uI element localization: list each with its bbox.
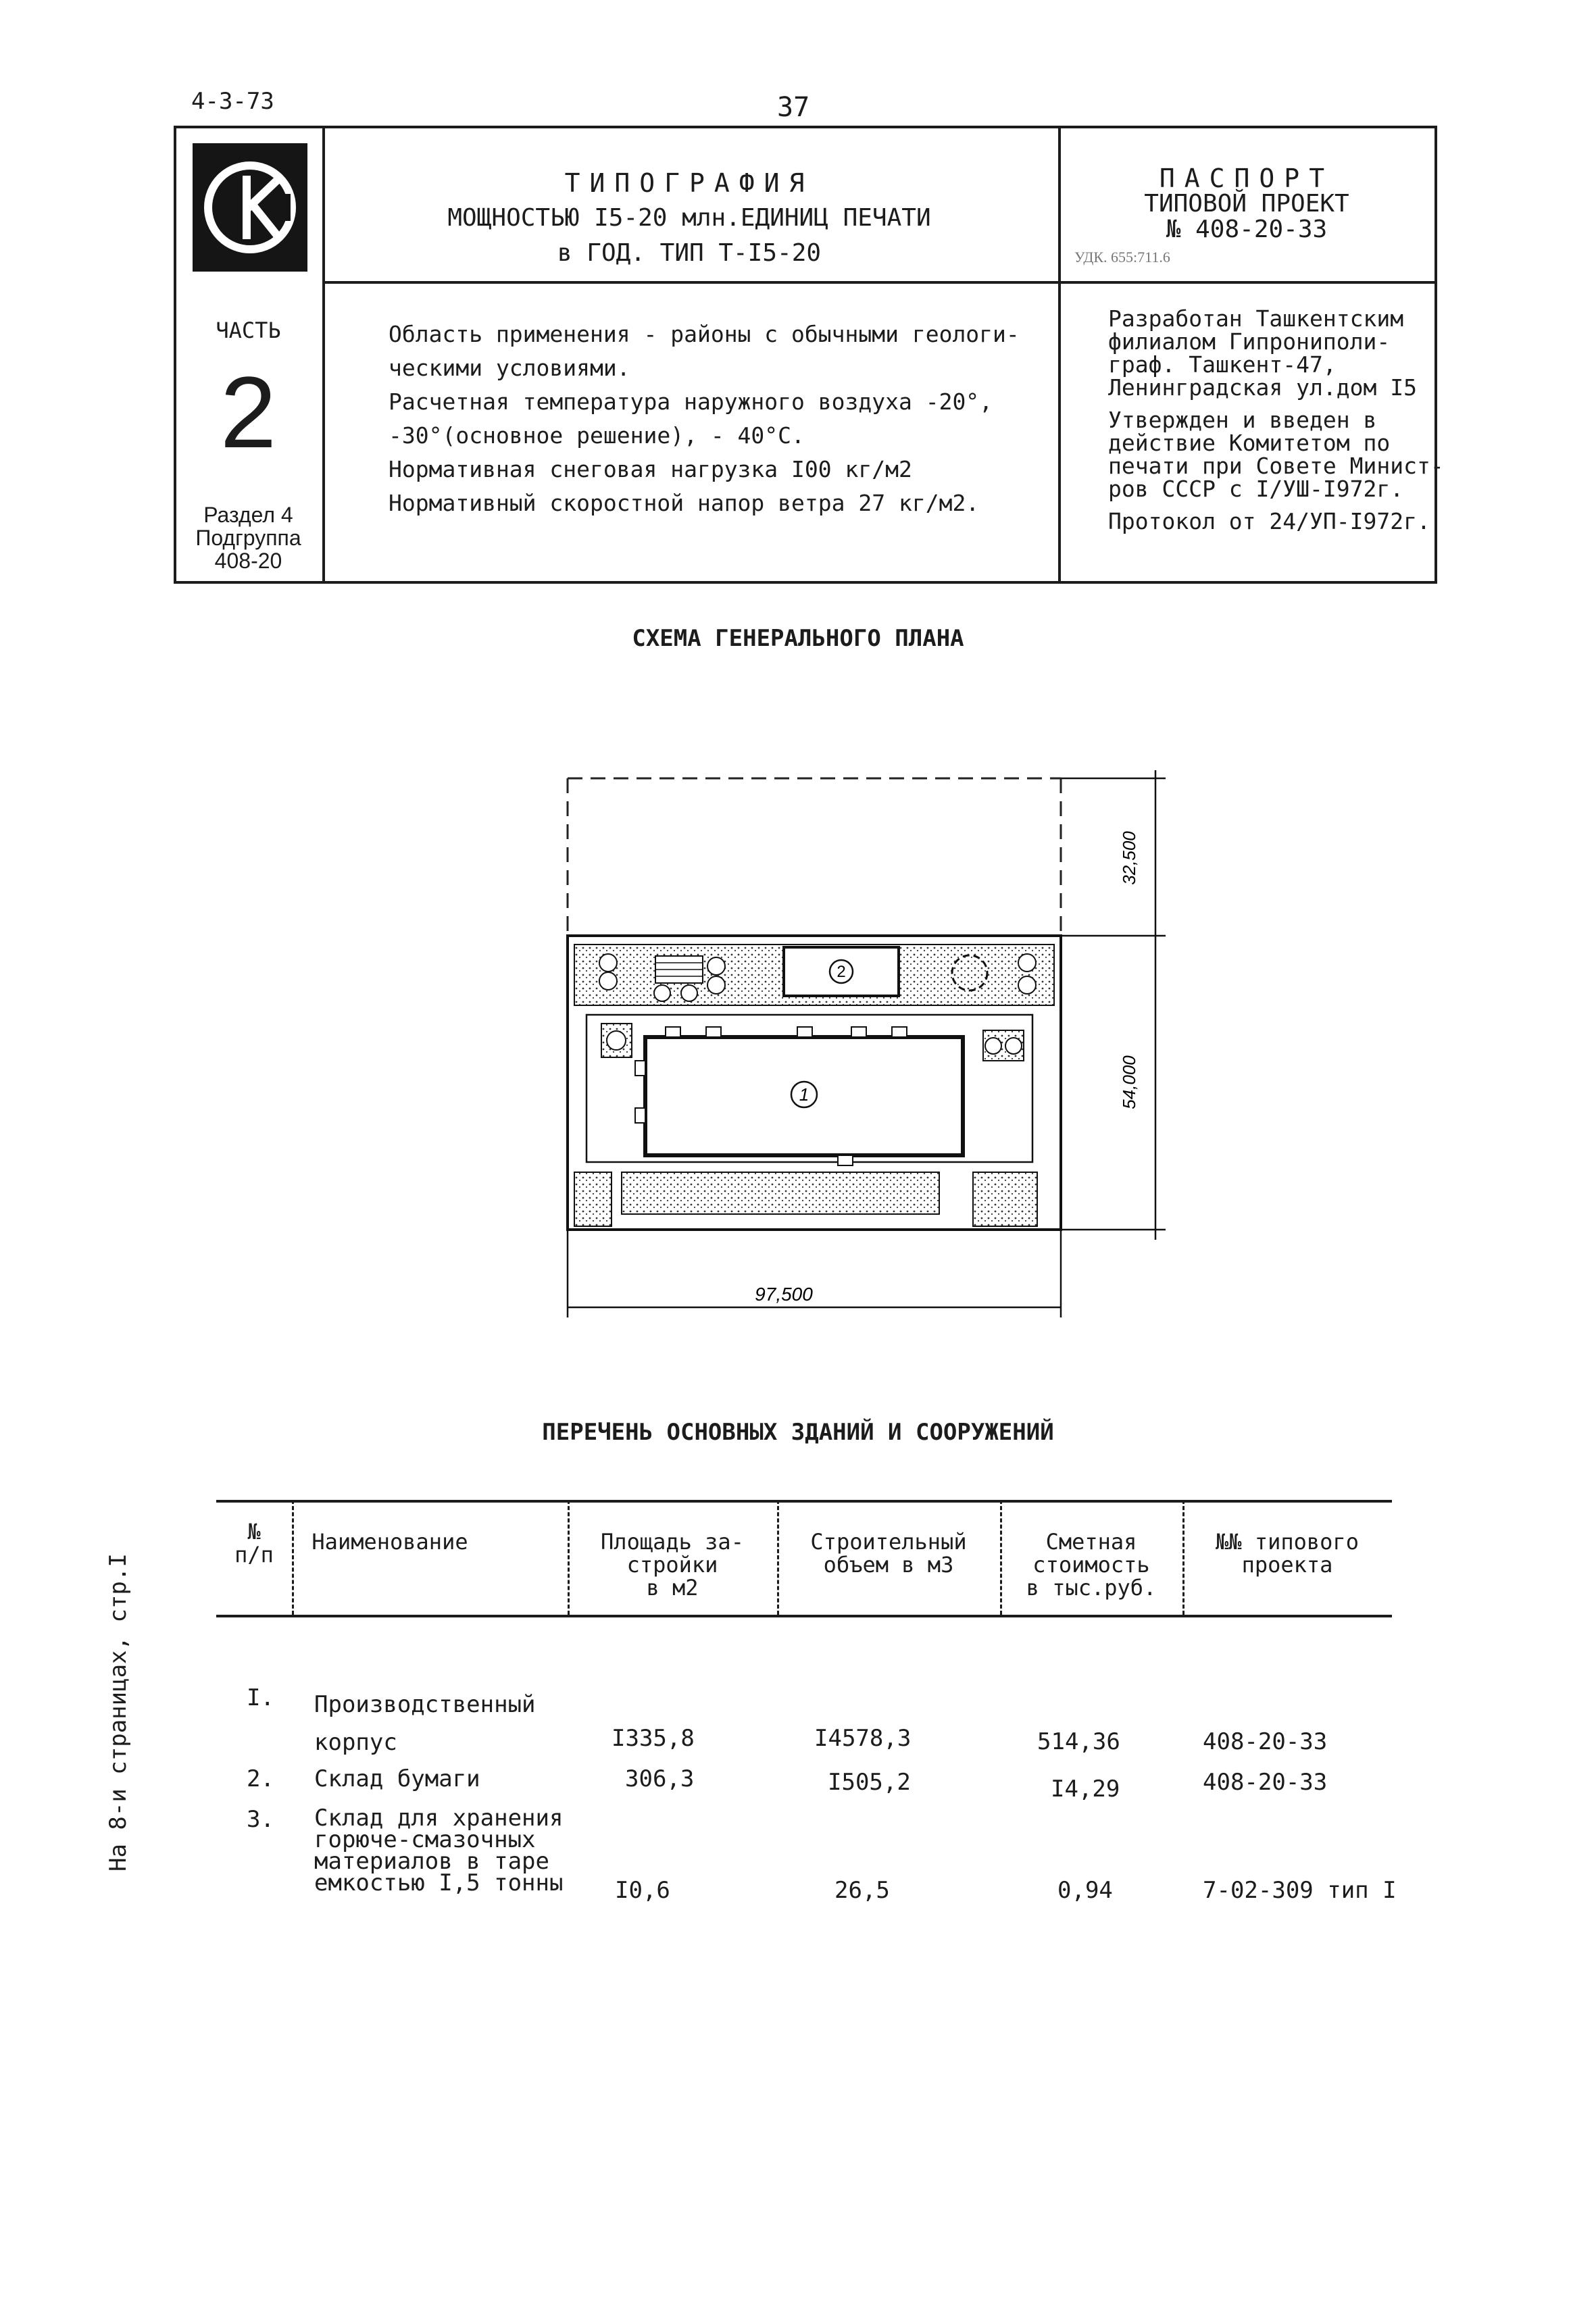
- table-top-rule: [216, 1500, 1392, 1503]
- header-cost-line1: Сметная: [1045, 1529, 1137, 1555]
- buildings-list-title: ПЕРЕЧЕНЬ ОСНОВНЫХ ЗДАНИЙ И СООРУЖЕНИЙ: [542, 1419, 1054, 1446]
- row-1-name-line: Производственный: [314, 1691, 536, 1718]
- developer-line: Ленинградская ул.дом I5: [1108, 374, 1417, 401]
- row-3-area: I0,6: [615, 1877, 670, 1904]
- row-2-number: 2.: [247, 1765, 274, 1792]
- row-3-volume: 26,5: [834, 1877, 890, 1904]
- dimension-top: 32,500: [1119, 831, 1139, 885]
- header-project-line1: №№ типового: [1216, 1529, 1359, 1555]
- header-area-line2: стройки: [626, 1552, 718, 1578]
- approval-line: действие Комитетом по: [1108, 430, 1391, 456]
- header-area-line3: в м2: [646, 1575, 699, 1601]
- header-name: Наименование: [311, 1529, 468, 1555]
- row-1-name: [314, 1686, 536, 1761]
- part-label: ЧАСТЬ: [216, 318, 281, 343]
- row-2-project: 408-20-33: [1203, 1769, 1328, 1796]
- passport-number: № 408-20-33: [1166, 216, 1328, 243]
- row-1-number: I.: [247, 1684, 274, 1711]
- header-project-line2: проекта: [1241, 1552, 1333, 1578]
- header-number: [216, 1520, 292, 1566]
- subgroup-label: Подгруппа: [195, 526, 301, 550]
- row-1-name-line: корпус: [314, 1729, 397, 1756]
- header-number-line2: п/п: [234, 1542, 274, 1567]
- row-3-project: 7-02-309 тип I: [1203, 1877, 1397, 1904]
- page-number: 37: [777, 92, 810, 123]
- row-3-name-line: емкостью I,5 тонны: [314, 1869, 564, 1896]
- row-1-project: 408-20-33: [1203, 1728, 1328, 1755]
- dimension-side: 54,000: [1119, 1055, 1139, 1109]
- header-number-line1: №: [247, 1519, 261, 1544]
- application-line: Нормативная снеговая нагрузка I00 кг/м2: [389, 456, 912, 482]
- corner-green-right: [973, 1172, 1037, 1226]
- application-line: ческими условиями.: [389, 355, 630, 381]
- table-header-rule: [216, 1615, 1392, 1617]
- sk-logo: [193, 143, 307, 272]
- row-1-cost: 514,36: [1037, 1728, 1120, 1755]
- reserve-zone-outline: [568, 778, 1061, 936]
- row-3-name: [314, 1807, 563, 1894]
- application-line: Расчетная температура наружного воздуха -20°,: [389, 388, 993, 415]
- site-plan-title: СХЕМА ГЕНЕРАЛЬНОГО ПЛАНА: [632, 625, 964, 652]
- header-volume: [777, 1530, 1000, 1576]
- side-page-note: На 8-и страницах, стр.I: [105, 1553, 132, 1871]
- row-1-area: I335,8: [612, 1725, 695, 1752]
- application-line: Нормативный скоростной напор ветра 27 кг/м2.: [389, 490, 980, 516]
- section-label: Раздел 4: [203, 503, 293, 527]
- developer-info: [1108, 305, 1444, 534]
- sk-logo-icon: [199, 157, 301, 258]
- row-3-name-line: горюче-смазочных: [314, 1826, 536, 1853]
- row-2-name: Склад бумаги: [314, 1765, 480, 1792]
- application-conditions: [389, 318, 1064, 520]
- col-divider: [292, 1500, 294, 1615]
- building-2-label: 2: [837, 963, 846, 981]
- row-1-volume: I4578,3: [814, 1725, 912, 1752]
- protocol-line: Протокол от 24/УП-I972г.: [1108, 508, 1430, 534]
- header-volume-line2: объем в м3: [823, 1552, 954, 1578]
- udk-code: УДК. 655:711.6: [1074, 249, 1170, 266]
- section-info: [176, 503, 321, 572]
- header-cost: [1000, 1530, 1182, 1599]
- header-area-line1: Площадь за-: [601, 1529, 744, 1555]
- developer-line: Разработан Ташкентским: [1108, 305, 1404, 332]
- developer-line: филиалом Гипрониполи-: [1108, 328, 1391, 355]
- approval-line: печати при Совете Минист-: [1108, 453, 1444, 479]
- row-2-volume: I505,2: [828, 1769, 911, 1796]
- project-title-line3: в ГОД. ТИП Т-I5-20: [557, 239, 822, 267]
- project-title-line1: ТИПОГРАФИЯ: [564, 168, 814, 198]
- corner-green-left: [574, 1172, 612, 1226]
- row-3-number: 3.: [247, 1806, 274, 1833]
- header-volume-line1: Строительный: [810, 1529, 967, 1555]
- header-divider-horizontal: [322, 281, 1435, 284]
- approval-line: Утвержден и введен в: [1108, 407, 1377, 433]
- row-3-cost: 0,94: [1057, 1877, 1113, 1904]
- part-number: 2: [220, 355, 277, 469]
- subgroup-code: 408-20: [214, 549, 282, 573]
- building-1-label: 1: [799, 1084, 809, 1105]
- row-3-name-line: материалов в таре: [314, 1848, 549, 1875]
- buildings-table: [216, 1500, 1397, 1986]
- application-line: Область применения - районы с обычными геологи-: [389, 321, 1020, 347]
- approval-line: ров СССР с I/УШ-I972г.: [1108, 476, 1404, 502]
- row-2-cost: I4,29: [1051, 1776, 1120, 1803]
- project-title-line2: МОЩНОСТЬЮ I5-20 млн.ЕДИНИЦ ПЕЧАТИ: [447, 204, 931, 232]
- project-title: [324, 166, 1054, 271]
- passport-title: ПАСПОРТ: [1159, 164, 1335, 193]
- dimension-bottom: 97,500: [755, 1284, 813, 1305]
- header-cost-line3: в тыс.руб.: [1026, 1575, 1157, 1601]
- document-code: 4-3-73: [191, 88, 274, 115]
- bottom-green-zone: [622, 1172, 939, 1214]
- passport-type: ТИПОВОЙ ПРОЕКТ: [1144, 190, 1349, 218]
- application-line: -30°(основное решение), - 40°С.: [389, 422, 805, 449]
- site-plan-drawing: [554, 770, 1176, 1338]
- header-project: [1182, 1530, 1392, 1576]
- passport-block: [1057, 166, 1436, 243]
- header-cost-line2: стоимость: [1032, 1552, 1150, 1578]
- developer-line: граф. Ташкент-47,: [1108, 351, 1337, 378]
- header-area: [568, 1530, 777, 1599]
- row-3-name-line: Склад для хранения: [314, 1805, 564, 1832]
- row-2-area: 306,3: [625, 1765, 695, 1792]
